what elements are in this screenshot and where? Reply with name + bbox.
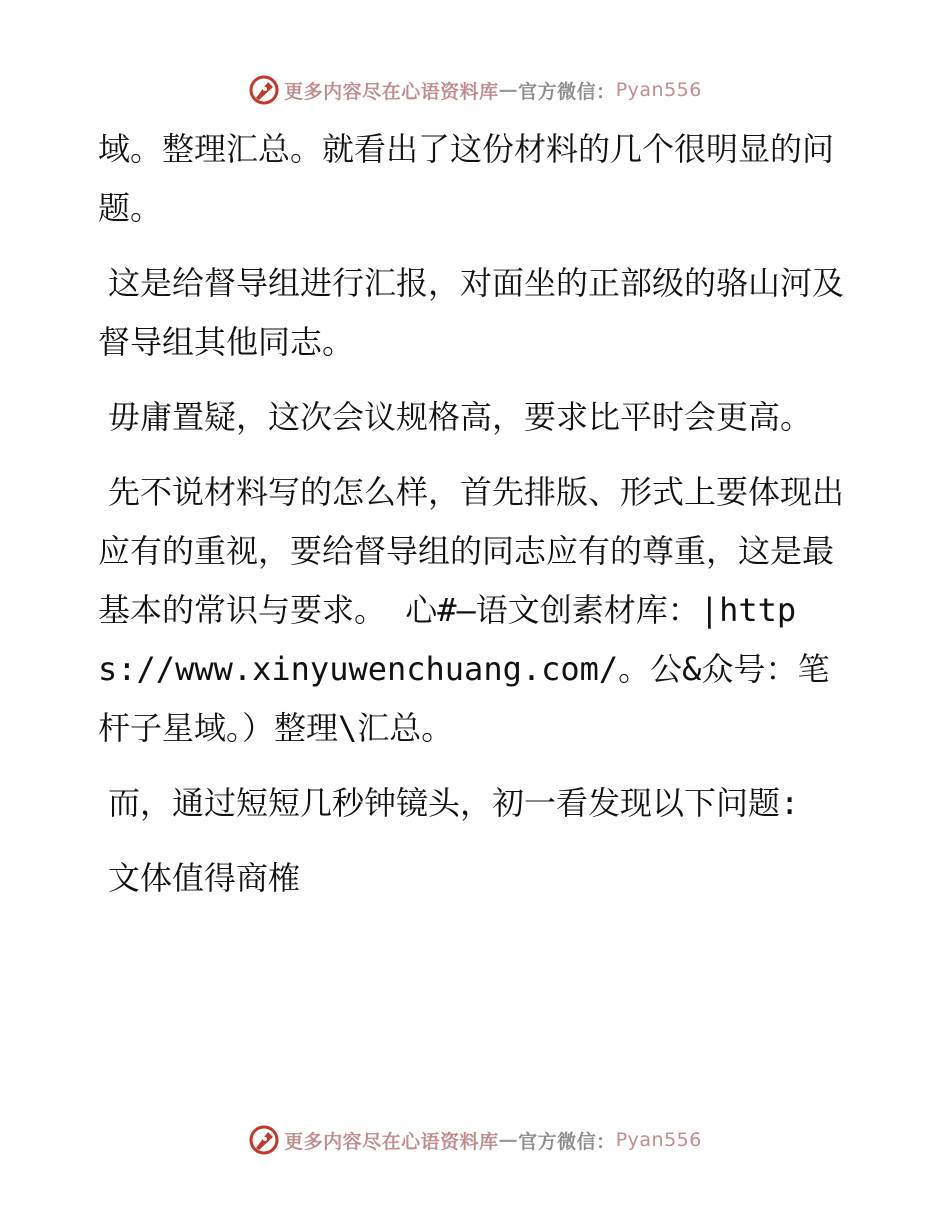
- watermark-sub-text: 官方微信：: [518, 80, 616, 103]
- watermark-main-text: 更多内容尽在心语资料库: [284, 80, 499, 103]
- paragraph-5: 而，通过短短几秒钟镜头，初一看发现以下问题:: [108, 784, 800, 822]
- paragraph-3: 毋庸置疑，这次会议规格高，要求比平时会更高。: [108, 398, 813, 436]
- watermark-wechat-id: Pyan556: [615, 79, 702, 101]
- watermark-wechat-id: Pyan556: [615, 1129, 702, 1151]
- pen-nib-logo-icon: [248, 74, 280, 106]
- document-body: [98, 120, 858, 924]
- watermark-main-text: 更多内容尽在心语资料库: [284, 1130, 499, 1153]
- pen-nib-logo-icon: [248, 1124, 280, 1156]
- watermark-sub-text: 官方微信：: [518, 1130, 616, 1153]
- paragraph-6: 文体值得商榷: [108, 859, 301, 897]
- watermark-dash: —: [498, 1129, 519, 1151]
- paragraph-4: 先不说材料写的怎么样，首先排版、形式上要体现出应有的重视，要给督导组的同志应有的尊重，这是最基本的常识与要求。 心#—语文创素材库：|https://www.xinyuwenchuang.com/。公&众号：笔杆子星域。）整理\汇总。: [98, 473, 845, 747]
- paragraph-2: 这是给督导组进行汇报，对面坐的正部级的骆山河及督导组其他同志。: [98, 264, 845, 361]
- header-watermark: [0, 74, 950, 106]
- paragraph-1: 域。整理汇总。就看出了这份材料的几个很明显的问题。: [98, 130, 835, 227]
- footer-watermark: [0, 1124, 950, 1156]
- watermark-dash: —: [498, 79, 519, 101]
